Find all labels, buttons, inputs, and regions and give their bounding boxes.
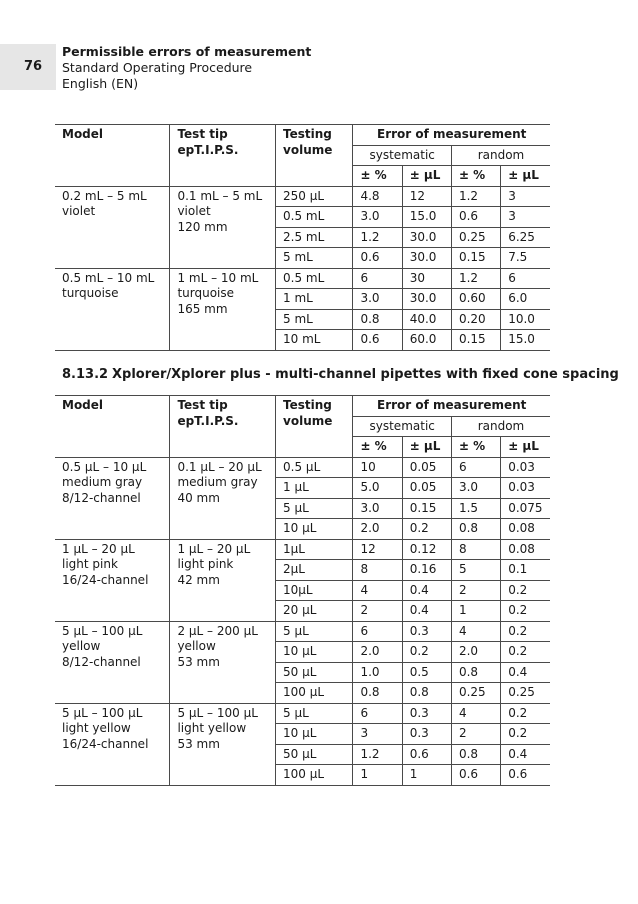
col-header-error: Error of measurement bbox=[353, 396, 550, 417]
systematic-ul-cell: 30.0 bbox=[402, 289, 451, 310]
systematic-ul-cell: 0.15 bbox=[402, 498, 451, 519]
volume-cell: 10 µL bbox=[276, 519, 353, 540]
page-number: 76 bbox=[24, 59, 43, 74]
systematic-pct-cell: 2.0 bbox=[353, 642, 402, 663]
random-pct-cell: 0.8 bbox=[451, 662, 500, 683]
model-cell: 0.5 µL – 10 µL medium gray 8/12-channel bbox=[55, 457, 170, 539]
volume-cell: 10µL bbox=[276, 580, 353, 601]
col-header-random: random bbox=[451, 145, 550, 166]
random-pct-cell: 1.2 bbox=[451, 186, 500, 207]
systematic-ul-cell: 30 bbox=[402, 268, 451, 289]
systematic-ul-cell: 15.0 bbox=[402, 207, 451, 228]
systematic-pct-cell: 6 bbox=[353, 268, 402, 289]
random-pct-cell: 0.15 bbox=[451, 330, 500, 351]
systematic-pct-cell: 3.0 bbox=[353, 207, 402, 228]
random-ul-cell: 0.25 bbox=[501, 683, 550, 704]
random-ul-cell: 0.2 bbox=[501, 642, 550, 663]
test-tip-cell: 1 µL – 20 µL light pink 42 mm bbox=[170, 539, 276, 621]
col-header-systematic: systematic bbox=[353, 416, 452, 437]
col-header-test-tip: Test tip epT.I.P.S. bbox=[170, 125, 276, 187]
col-header-random-pct: ± % bbox=[451, 437, 500, 458]
systematic-pct-cell: 0.8 bbox=[353, 309, 402, 330]
systematic-pct-cell: 0.6 bbox=[353, 330, 402, 351]
model-cell: 1 µL – 20 µL light pink 16/24-channel bbox=[55, 539, 170, 621]
col-header-error: Error of measurement bbox=[353, 125, 550, 146]
systematic-ul-cell: 0.4 bbox=[402, 601, 451, 622]
random-ul-cell: 15.0 bbox=[501, 330, 550, 351]
systematic-ul-cell: 0.8 bbox=[402, 683, 451, 704]
random-ul-cell: 6.25 bbox=[501, 227, 550, 248]
table-row bbox=[55, 457, 550, 478]
systematic-ul-cell: 0.4 bbox=[402, 580, 451, 601]
col-header-random-pct: ± % bbox=[451, 166, 500, 187]
model-cell: 5 µL – 100 µL yellow 8/12-channel bbox=[55, 621, 170, 703]
volume-cell: 100 µL bbox=[276, 765, 353, 786]
random-pct-cell: 0.6 bbox=[451, 207, 500, 228]
volume-cell: 5 mL bbox=[276, 248, 353, 269]
systematic-pct-cell: 4.8 bbox=[353, 186, 402, 207]
table-row bbox=[55, 621, 550, 642]
test-tip-cell: 0.1 mL – 5 mL violet 120 mm bbox=[170, 186, 276, 268]
header-subtitle: Standard Operating Procedure bbox=[62, 60, 253, 75]
random-pct-cell: 6 bbox=[451, 457, 500, 478]
header-title: Permissible errors of measurement bbox=[62, 44, 312, 59]
systematic-pct-cell: 1.0 bbox=[353, 662, 402, 683]
error-table-1-wrapper bbox=[55, 124, 550, 351]
volume-cell: 0.5 mL bbox=[276, 268, 353, 289]
systematic-ul-cell: 0.2 bbox=[402, 642, 451, 663]
random-pct-cell: 0.6 bbox=[451, 765, 500, 786]
table-row bbox=[55, 186, 550, 207]
col-header-systematic-ul: ± µL bbox=[402, 437, 451, 458]
random-pct-cell: 0.15 bbox=[451, 248, 500, 269]
volume-cell: 10 µL bbox=[276, 724, 353, 745]
systematic-ul-cell: 40.0 bbox=[402, 309, 451, 330]
random-ul-cell: 6.0 bbox=[501, 289, 550, 310]
volume-cell: 1 µL bbox=[276, 478, 353, 499]
systematic-ul-cell: 0.05 bbox=[402, 457, 451, 478]
systematic-ul-cell: 0.3 bbox=[402, 621, 451, 642]
volume-cell: 2.5 mL bbox=[276, 227, 353, 248]
systematic-ul-cell: 30.0 bbox=[402, 227, 451, 248]
section-number: 8.13.2 bbox=[62, 367, 109, 382]
volume-cell: 5 µL bbox=[276, 621, 353, 642]
volume-cell: 1µL bbox=[276, 539, 353, 560]
random-ul-cell: 0.075 bbox=[501, 498, 550, 519]
error-table-1 bbox=[55, 124, 550, 351]
systematic-pct-cell: 12 bbox=[353, 539, 402, 560]
systematic-ul-cell: 0.6 bbox=[402, 744, 451, 765]
random-pct-cell: 1.5 bbox=[451, 498, 500, 519]
random-ul-cell: 3 bbox=[501, 186, 550, 207]
model-cell: 5 µL – 100 µL light yellow 16/24-channel bbox=[55, 703, 170, 785]
systematic-ul-cell: 0.5 bbox=[402, 662, 451, 683]
volume-cell: 100 µL bbox=[276, 683, 353, 704]
random-pct-cell: 0.25 bbox=[451, 227, 500, 248]
volume-cell: 1 mL bbox=[276, 289, 353, 310]
systematic-pct-cell: 1.2 bbox=[353, 227, 402, 248]
table-row bbox=[55, 268, 550, 289]
col-header-systematic-ul: ± µL bbox=[402, 166, 451, 187]
systematic-pct-cell: 3 bbox=[353, 724, 402, 745]
random-pct-cell: 1 bbox=[451, 601, 500, 622]
volume-cell: 5 mL bbox=[276, 309, 353, 330]
table-row bbox=[55, 539, 550, 560]
test-tip-cell: 2 µL – 200 µL yellow 53 mm bbox=[170, 621, 276, 703]
random-pct-cell: 8 bbox=[451, 539, 500, 560]
col-header-random: random bbox=[451, 416, 550, 437]
volume-cell: 2µL bbox=[276, 560, 353, 581]
random-ul-cell: 0.2 bbox=[501, 703, 550, 724]
col-header-systematic: systematic bbox=[353, 145, 452, 166]
volume-cell: 50 µL bbox=[276, 744, 353, 765]
systematic-pct-cell: 2 bbox=[353, 601, 402, 622]
col-header-model: Model bbox=[55, 396, 170, 458]
random-ul-cell: 3 bbox=[501, 207, 550, 228]
volume-cell: 50 µL bbox=[276, 662, 353, 683]
systematic-pct-cell: 1 bbox=[353, 765, 402, 786]
random-ul-cell: 0.2 bbox=[501, 580, 550, 601]
random-ul-cell: 0.2 bbox=[501, 621, 550, 642]
random-pct-cell: 4 bbox=[451, 703, 500, 724]
systematic-ul-cell: 0.16 bbox=[402, 560, 451, 581]
table-row bbox=[55, 703, 550, 724]
systematic-pct-cell: 1.2 bbox=[353, 744, 402, 765]
volume-cell: 250 µL bbox=[276, 186, 353, 207]
systematic-ul-cell: 12 bbox=[402, 186, 451, 207]
col-header-random-ul: ± µL bbox=[501, 166, 550, 187]
volume-cell: 5 µL bbox=[276, 703, 353, 724]
random-pct-cell: 2 bbox=[451, 724, 500, 745]
systematic-ul-cell: 0.2 bbox=[402, 519, 451, 540]
random-pct-cell: 1.2 bbox=[451, 268, 500, 289]
section-title: Xplorer/Xplorer plus - multi-channel pipettes with fixed cone spacing bbox=[112, 367, 619, 382]
systematic-pct-cell: 10 bbox=[353, 457, 402, 478]
systematic-pct-cell: 6 bbox=[353, 621, 402, 642]
systematic-ul-cell: 0.3 bbox=[402, 703, 451, 724]
random-pct-cell: 2.0 bbox=[451, 642, 500, 663]
random-ul-cell: 0.08 bbox=[501, 519, 550, 540]
systematic-pct-cell: 5.0 bbox=[353, 478, 402, 499]
systematic-ul-cell: 0.05 bbox=[402, 478, 451, 499]
col-header-systematic-pct: ± % bbox=[353, 166, 402, 187]
test-tip-cell: 0.1 µL – 20 µL medium gray 40 mm bbox=[170, 457, 276, 539]
test-tip-cell: 5 µL – 100 µL light yellow 53 mm bbox=[170, 703, 276, 785]
systematic-pct-cell: 3.0 bbox=[353, 498, 402, 519]
random-ul-cell: 0.4 bbox=[501, 662, 550, 683]
random-ul-cell: 7.5 bbox=[501, 248, 550, 269]
systematic-ul-cell: 30.0 bbox=[402, 248, 451, 269]
random-pct-cell: 2 bbox=[451, 580, 500, 601]
random-ul-cell: 0.1 bbox=[501, 560, 550, 581]
systematic-pct-cell: 0.6 bbox=[353, 248, 402, 269]
random-pct-cell: 0.20 bbox=[451, 309, 500, 330]
random-pct-cell: 3.0 bbox=[451, 478, 500, 499]
model-cell: 0.5 mL – 10 mL turquoise bbox=[55, 268, 170, 350]
systematic-pct-cell: 2.0 bbox=[353, 519, 402, 540]
volume-cell: 5 µL bbox=[276, 498, 353, 519]
error-table-2-wrapper bbox=[55, 395, 550, 786]
random-pct-cell: 5 bbox=[451, 560, 500, 581]
volume-cell: 0.5 mL bbox=[276, 207, 353, 228]
random-ul-cell: 0.6 bbox=[501, 765, 550, 786]
volume-cell: 0.5 µL bbox=[276, 457, 353, 478]
volume-cell: 10 mL bbox=[276, 330, 353, 351]
systematic-pct-cell: 0.8 bbox=[353, 683, 402, 704]
random-ul-cell: 0.03 bbox=[501, 478, 550, 499]
random-ul-cell: 0.2 bbox=[501, 601, 550, 622]
systematic-ul-cell: 60.0 bbox=[402, 330, 451, 351]
col-header-model: Model bbox=[55, 125, 170, 187]
section-heading bbox=[62, 366, 619, 384]
systematic-pct-cell: 4 bbox=[353, 580, 402, 601]
random-ul-cell: 6 bbox=[501, 268, 550, 289]
random-pct-cell: 0.60 bbox=[451, 289, 500, 310]
random-pct-cell: 0.8 bbox=[451, 744, 500, 765]
running-header bbox=[62, 44, 311, 92]
random-ul-cell: 0.03 bbox=[501, 457, 550, 478]
random-ul-cell: 0.2 bbox=[501, 724, 550, 745]
header-language: English (EN) bbox=[62, 76, 139, 91]
volume-cell: 10 µL bbox=[276, 642, 353, 663]
col-header-systematic-pct: ± % bbox=[353, 437, 402, 458]
systematic-ul-cell: 0.3 bbox=[402, 724, 451, 745]
systematic-pct-cell: 6 bbox=[353, 703, 402, 724]
col-header-volume: Testing volume bbox=[276, 396, 353, 458]
col-header-test-tip: Test tip epT.I.P.S. bbox=[170, 396, 276, 458]
col-header-random-ul: ± µL bbox=[501, 437, 550, 458]
systematic-ul-cell: 0.12 bbox=[402, 539, 451, 560]
systematic-ul-cell: 1 bbox=[402, 765, 451, 786]
model-cell: 0.2 mL – 5 mL violet bbox=[55, 186, 170, 268]
random-ul-cell: 0.4 bbox=[501, 744, 550, 765]
systematic-pct-cell: 3.0 bbox=[353, 289, 402, 310]
volume-cell: 20 µL bbox=[276, 601, 353, 622]
random-pct-cell: 0.8 bbox=[451, 519, 500, 540]
col-header-volume: Testing volume bbox=[276, 125, 353, 187]
error-table-2 bbox=[55, 395, 550, 786]
random-pct-cell: 0.25 bbox=[451, 683, 500, 704]
random-ul-cell: 10.0 bbox=[501, 309, 550, 330]
test-tip-cell: 1 mL – 10 mL turquoise 165 mm bbox=[170, 268, 276, 350]
random-pct-cell: 4 bbox=[451, 621, 500, 642]
random-ul-cell: 0.08 bbox=[501, 539, 550, 560]
systematic-pct-cell: 8 bbox=[353, 560, 402, 581]
